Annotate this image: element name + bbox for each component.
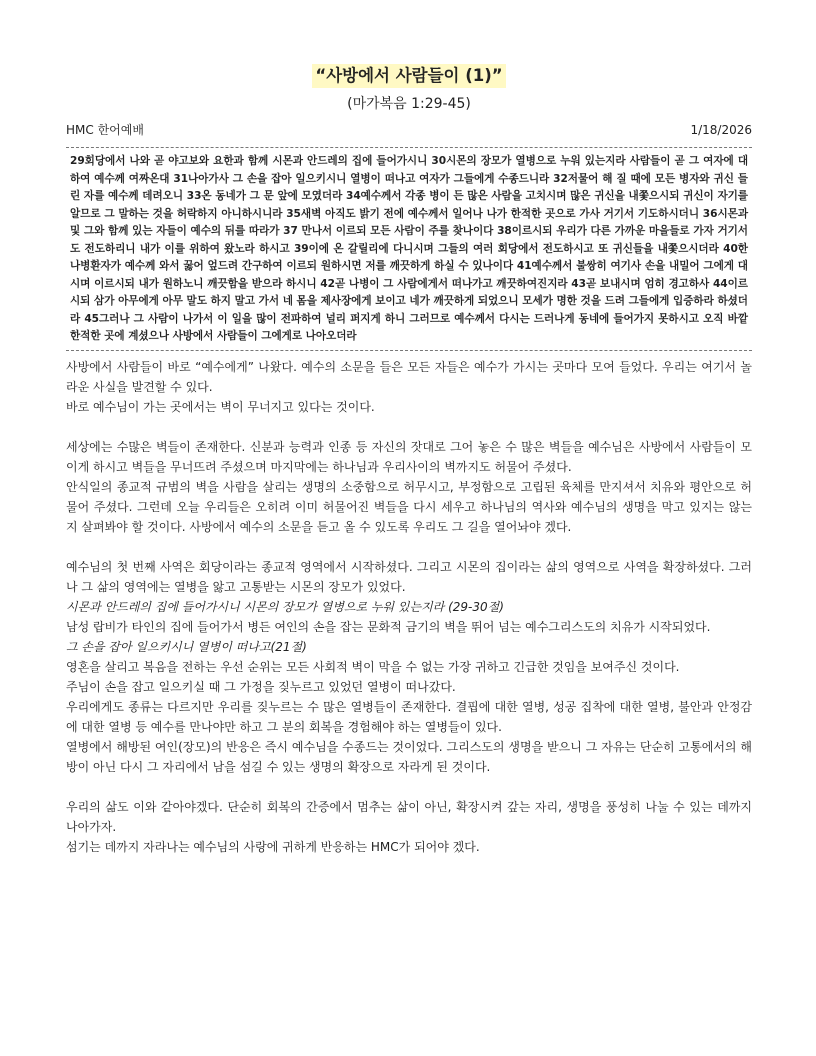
paragraph: 우리의 삶도 이와 같아야겠다. 단순히 회복의 간증에서 멈추는 삶이 아닌, 확장시켜 갚는 자리, 생명을 풍성히 나눌 수 있는 데까지 나아가자.: [66, 799, 752, 834]
dashed-divider-bottom: [66, 350, 752, 351]
paragraph: 섬기는 데까지 자라나는 예수님의 사랑에 귀하게 반응하는 HMC가 되어야 겠다.: [66, 839, 480, 854]
spacer: [66, 537, 752, 557]
meta-row: [66, 122, 752, 138]
dashed-divider-top: [66, 147, 752, 148]
paragraph: 예수님의 첫 번째 사역은 회당이라는 종교적 영역에서 시작하셨다. 그리고 시몬의 집이라는 삶의 영역으로 사역을 확장하셨다. 그러나 그 삶의 영역에는 열병을 앓고 고통받는 시몬의 장모가 있었다.: [66, 559, 752, 594]
paragraph: 주님이 손을 잡고 일으키실 때 그 가정을 짖누르고 있었던 열병이 떠나갔다.: [66, 679, 456, 694]
scripture-quote: 시몬과 안드레의 집에 들어가시니 시몬의 장모가 열병으로 누워 있는지라 (29-30절): [66, 599, 504, 614]
spacer: [66, 417, 752, 437]
spacer: [66, 777, 752, 797]
paragraph: 세상에는 수많은 벽들이 존재한다. 신분과 능력과 인종 등 자신의 잣대로 그어 놓은 수 많은 벽들을 예수님은 사방에서 사람들이 모이게 하시고 벽들을 무너뜨려 주셨으며 마지막에는 하나님과 우리사이의 벽까지도 허물어 주셨다.: [66, 439, 752, 474]
paragraph: 남성 랍비가 타인의 집에 들어가서 병든 여인의 손을 잡는 문화적 금기의 벽을 뛰어 넘는 예수그리스도의 치유가 시작되었다.: [66, 619, 711, 634]
paragraph: 안식일의 종교적 규범의 벽을 사람을 살리는 생명의 소중함으로 허무시고, 부정함으로 고립된 육체를 만지셔서 치유와 평안으로 허물어 주셨다. 그런데 오늘 우리들은 오히려 이미 허물어진 벽들을 다시 세우고 하나님의 역사와 예수님의 생명을 막고 있지는 않는 지 살펴봐야 할 것이다. 사방에서 예수의 소문을 듣고 올 수 있도록 우리도 그 길을 열어놔야 겠다.: [66, 479, 752, 534]
scripture-quote: 그 손을 잡아 일으키시니 열병이 떠나고(21절): [66, 639, 307, 654]
date-label: 1/18/2026: [690, 123, 752, 137]
paragraph: 사방에서 사람들이 바로 “예수에게” 나왔다. 예수의 소문을 들은 모든 자들은 예수가 가시는 곳마다 모여 들었다. 우리는 여기서 놀라운 사실을 발견할 수 있다.: [66, 359, 752, 394]
sermon-body: [66, 357, 752, 857]
organization-label: HMC 한어예배: [66, 123, 144, 137]
scripture-passage: 29회당에서 나와 곧 야고보와 요한과 함께 시몬과 안드레의 집에 들어가시니 30시몬의 장모가 열병으로 누워 있는지라 사람들이 곧 그 여자에 대하여 예수께 여짜온대 31나아가사 그 손을 잡아 일으키시니 열병이 떠나고 여자가 그들에게 수종드니라 32저물어 해 질 때에 모든 병자와 귀신 들린 자를 예수께 데려오니 33온 동네가 그 문 앞에 모였더라 34예수께서 각종 병이 든 많은 사람을 고치시며 많은 귀신을 내쫓으시되 귀신이 자기를 알므로 그 말하는 것을 허락하지 아니하시니라 35새벽 아직도 밝기 전에 예수께서 일어나 나가 한적한 곳으로 가사 거기서 기도하시더니 36시몬과 및 그와 함께 있는 자들이 예수의 뒤를 따라가 37 만나서 이르되 모든 사람이 주를 찾나이다 38이르시되 우리가 다른 가까운 마을들로 가자 거기서도 전도하리니 내가 이를 위하여 왔노라 하시고 39이에 온 갈릴리에 다니시며 그들의 여러 회당에서 전도하시고 또 귀신들을 내쫓으시더라 40한 나병환자가 예수께 와서 꿇어 엎드려 간구하여 이르되 원하시면 저를 깨끗하게 하실 수 있나이다 41예수께서 불쌍히 여기사 손을 내밀어 그에게 대시며 이르시되 내가 원하노니 깨끗함을 받으라 하시니 42곧 나병이 그 사람에게서 떠나가고 깨끗하여진지라 43곧 보내시며 엄히 경고하사 44이르시되 삼가 아무에게 아무 말도 하지 말고 가서 네 몸을 제사장에게 보이고 네가 깨끗하게 되었으니 모세가 명한 것을 드려 그들에게 입증하라 하셨더라 45그러나 그 사람이 나가서 이 일을 많이 전파하여 널리 퍼지게 하니 그러므로 예수께서 다시는 드러나게 동네에 들어가지 못하시고 오직 바깥 한적한 곳에 계셨으나 사방에서 사람들이 그에게로 나아오더라: [70, 155, 748, 342]
scripture-reference: (마가복음 1:29-45): [347, 96, 471, 112]
document-page: [66, 0, 752, 857]
paragraph: 열병에서 해방된 여인(장모)의 반응은 즉시 예수님을 수종드는 것이었다. 그리스도의 생명을 받으니 그 자유는 단순히 고통에서의 해방이 아닌 다시 그 자리에서 남을 섬길 수 있는 생명의 확장으로 자라게 된 것이다.: [66, 739, 752, 774]
paragraph: 바로 예수님이 가는 곳에서는 벽이 무너지고 있다는 것이다.: [66, 399, 375, 414]
paragraph: 우리에게도 종류는 다르지만 우리를 짖누르는 수 많은 열병들이 존재한다. 결핍에 대한 열병, 성공 집착에 대한 열병, 불안과 안정감에 대한 열병 등 예수를 만나야만 하고 그 분의 회복을 경험해야 하는 열병들이 있다.: [66, 699, 752, 734]
title-block: [66, 64, 752, 88]
paragraph: 영혼을 살리고 복음을 전하는 우선 순위는 모든 사회적 벽이 막을 수 없는 가장 귀하고 긴급한 것임을 보여주신 것이다.: [66, 659, 680, 674]
page-title: “사방에서 사람들이 (1)”: [312, 64, 505, 88]
